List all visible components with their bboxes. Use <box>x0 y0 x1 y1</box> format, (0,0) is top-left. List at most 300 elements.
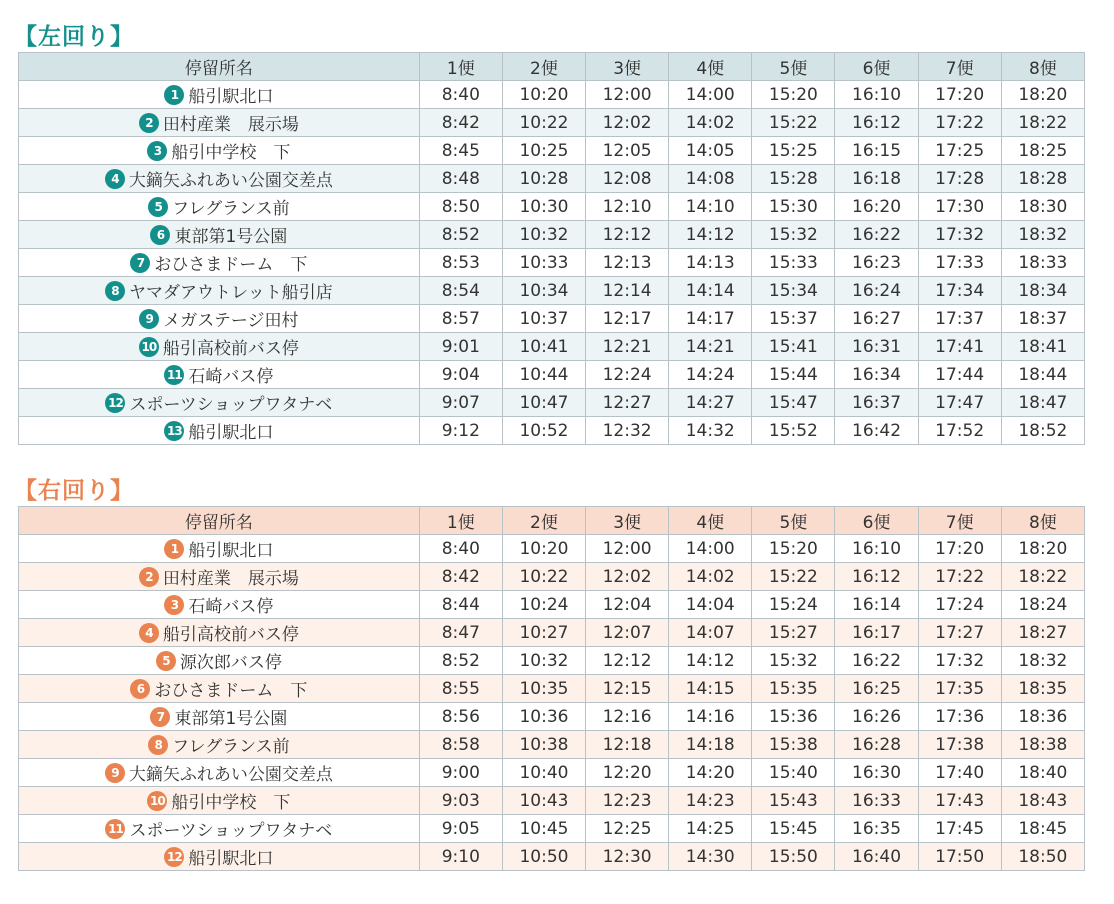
stop-number-badge: 2 <box>139 567 159 587</box>
header-trip-6: 6便 <box>835 53 918 81</box>
table-row <box>19 815 1085 843</box>
table-row <box>19 619 1085 647</box>
departure-time: 8:53 <box>419 249 502 277</box>
departure-time: 18:36 <box>1001 703 1084 731</box>
header-trip-4: 4便 <box>669 53 752 81</box>
departure-time: 12:18 <box>586 731 669 759</box>
stop-cell <box>19 137 420 165</box>
stop-cell <box>19 619 420 647</box>
stop-name: おひさまドーム 下 <box>154 681 308 701</box>
departure-time: 12:05 <box>586 137 669 165</box>
stop-cell <box>19 277 420 305</box>
stop-name: 田村産業 展示場 <box>162 569 299 589</box>
departure-time: 14:15 <box>669 675 752 703</box>
stop-name: 源次郎バス停 <box>179 653 282 673</box>
departure-time: 12:15 <box>586 675 669 703</box>
departure-time: 17:28 <box>918 165 1001 193</box>
stop-name: メガステージ田村 <box>163 311 299 331</box>
departure-time: 9:03 <box>419 787 502 815</box>
departure-time: 16:30 <box>835 759 918 787</box>
stop-name: ヤマダアウトレット船引店 <box>128 283 333 303</box>
departure-time: 10:41 <box>502 333 585 361</box>
departure-time: 17:27 <box>918 619 1001 647</box>
right-loop-title: 【右回り】 <box>14 478 134 504</box>
departure-time: 14:25 <box>669 815 752 843</box>
departure-time: 10:38 <box>502 731 585 759</box>
departure-time: 10:22 <box>502 109 585 137</box>
departure-time: 8:58 <box>419 731 502 759</box>
stop-name: 船引中学校 下 <box>171 793 291 813</box>
table-row <box>19 647 1085 675</box>
departure-time: 15:27 <box>752 619 835 647</box>
stop-name: 船引高校前バス停 <box>162 625 299 645</box>
stop-name: 石崎バス停 <box>188 367 274 387</box>
departure-time: 8:40 <box>419 535 502 563</box>
stop-number-badge: 13 <box>164 421 184 441</box>
departure-time: 9:04 <box>419 361 502 389</box>
departure-time: 10:40 <box>502 759 585 787</box>
stop-name: 大鏑矢ふれあい公園交差点 <box>128 171 333 191</box>
departure-time: 14:30 <box>669 843 752 871</box>
departure-time: 10:33 <box>502 249 585 277</box>
departure-time: 16:42 <box>835 417 918 445</box>
stop-cell <box>19 109 420 137</box>
header-trip-5: 5便 <box>752 507 835 535</box>
table-header-row <box>19 507 1085 535</box>
departure-time: 15:47 <box>752 389 835 417</box>
stop-number-badge: 6 <box>130 679 150 699</box>
header-trip-6: 6便 <box>835 507 918 535</box>
departure-time: 14:16 <box>669 703 752 731</box>
departure-time: 18:41 <box>1001 333 1084 361</box>
table-row <box>19 109 1085 137</box>
stop-cell <box>19 305 420 333</box>
left-loop-timetable <box>18 52 1085 445</box>
stop-name: 船引駅北口 <box>188 423 274 443</box>
departure-time: 16:28 <box>835 731 918 759</box>
table-row <box>19 591 1085 619</box>
stop-name: 石崎バス停 <box>188 597 274 617</box>
departure-time: 10:36 <box>502 703 585 731</box>
stop-number-badge: 3 <box>164 595 184 615</box>
departure-time: 15:32 <box>752 221 835 249</box>
departure-time: 18:33 <box>1001 249 1084 277</box>
departure-time: 17:47 <box>918 389 1001 417</box>
table-row <box>19 417 1085 445</box>
departure-time: 15:33 <box>752 249 835 277</box>
departure-time: 18:35 <box>1001 675 1084 703</box>
departure-time: 15:44 <box>752 361 835 389</box>
stop-cell <box>19 249 420 277</box>
departure-time: 18:22 <box>1001 563 1084 591</box>
header-trip-1: 1便 <box>419 53 502 81</box>
table-row <box>19 249 1085 277</box>
departure-time: 9:05 <box>419 815 502 843</box>
departure-time: 16:26 <box>835 703 918 731</box>
header-trip-3: 3便 <box>586 507 669 535</box>
departure-time: 8:52 <box>419 647 502 675</box>
departure-time: 16:17 <box>835 619 918 647</box>
departure-time: 15:30 <box>752 193 835 221</box>
departure-time: 12:32 <box>586 417 669 445</box>
table-row <box>19 675 1085 703</box>
table-row <box>19 193 1085 221</box>
departure-time: 14:12 <box>669 647 752 675</box>
stop-number-badge: 4 <box>105 169 125 189</box>
departure-time: 17:38 <box>918 731 1001 759</box>
departure-time: 12:20 <box>586 759 669 787</box>
departure-time: 8:45 <box>419 137 502 165</box>
departure-time: 17:40 <box>918 759 1001 787</box>
departure-time: 14:05 <box>669 137 752 165</box>
departure-time: 18:32 <box>1001 221 1084 249</box>
stop-cell <box>19 417 420 445</box>
departure-time: 10:50 <box>502 843 585 871</box>
departure-time: 17:35 <box>918 675 1001 703</box>
header-trip-5: 5便 <box>752 53 835 81</box>
departure-time: 18:22 <box>1001 109 1084 137</box>
departure-time: 17:32 <box>918 647 1001 675</box>
table-row <box>19 759 1085 787</box>
table-row <box>19 305 1085 333</box>
departure-time: 8:52 <box>419 221 502 249</box>
stop-name: フレグランス前 <box>172 199 290 219</box>
departure-time: 16:40 <box>835 843 918 871</box>
departure-time: 9:10 <box>419 843 502 871</box>
departure-time: 15:20 <box>752 535 835 563</box>
departure-time: 10:47 <box>502 389 585 417</box>
departure-time: 10:32 <box>502 221 585 249</box>
departure-time: 18:25 <box>1001 137 1084 165</box>
departure-time: 10:45 <box>502 815 585 843</box>
departure-time: 18:20 <box>1001 81 1084 109</box>
departure-time: 8:42 <box>419 109 502 137</box>
departure-time: 15:50 <box>752 843 835 871</box>
departure-time: 14:27 <box>669 389 752 417</box>
stop-name: 田村産業 展示場 <box>162 115 299 135</box>
departure-time: 16:24 <box>835 277 918 305</box>
departure-time: 8:56 <box>419 703 502 731</box>
departure-time: 16:27 <box>835 305 918 333</box>
departure-time: 8:47 <box>419 619 502 647</box>
departure-time: 8:54 <box>419 277 502 305</box>
stop-cell <box>19 535 420 563</box>
departure-time: 12:14 <box>586 277 669 305</box>
departure-time: 16:10 <box>835 81 918 109</box>
departure-time: 18:52 <box>1001 417 1084 445</box>
stop-name: スポーツショップワタナベ <box>129 821 333 841</box>
departure-time: 18:24 <box>1001 591 1084 619</box>
departure-time: 15:52 <box>752 417 835 445</box>
departure-time: 10:22 <box>502 563 585 591</box>
departure-time: 16:34 <box>835 361 918 389</box>
header-trip-4: 4便 <box>669 507 752 535</box>
stop-cell <box>19 563 420 591</box>
departure-time: 14:07 <box>669 619 752 647</box>
departure-time: 8:57 <box>419 305 502 333</box>
stop-cell <box>19 647 420 675</box>
stop-number-badge: 3 <box>147 141 167 161</box>
stop-name: 東部第1号公園 <box>174 709 288 729</box>
departure-time: 8:44 <box>419 591 502 619</box>
departure-time: 16:35 <box>835 815 918 843</box>
departure-time: 18:40 <box>1001 759 1084 787</box>
departure-time: 16:33 <box>835 787 918 815</box>
departure-time: 8:42 <box>419 563 502 591</box>
departure-time: 16:37 <box>835 389 918 417</box>
header-trip-2: 2便 <box>502 53 585 81</box>
departure-time: 15:34 <box>752 277 835 305</box>
table-row <box>19 361 1085 389</box>
stop-number-badge: 6 <box>150 225 170 245</box>
departure-time: 10:30 <box>502 193 585 221</box>
departure-time: 10:44 <box>502 361 585 389</box>
departure-time: 15:28 <box>752 165 835 193</box>
departure-time: 16:20 <box>835 193 918 221</box>
departure-time: 12:25 <box>586 815 669 843</box>
departure-time: 12:02 <box>586 563 669 591</box>
stop-number-badge: 1 <box>164 539 184 559</box>
departure-time: 15:22 <box>752 563 835 591</box>
departure-time: 14:23 <box>669 787 752 815</box>
departure-time: 17:41 <box>918 333 1001 361</box>
departure-time: 12:12 <box>586 647 669 675</box>
departure-time: 16:22 <box>835 647 918 675</box>
departure-time: 10:28 <box>502 165 585 193</box>
departure-time: 14:20 <box>669 759 752 787</box>
departure-time: 14:17 <box>669 305 752 333</box>
departure-time: 12:17 <box>586 305 669 333</box>
departure-time: 16:10 <box>835 535 918 563</box>
departure-time: 10:52 <box>502 417 585 445</box>
stop-cell <box>19 759 420 787</box>
stop-number-badge: 1 <box>164 85 184 105</box>
departure-time: 14:12 <box>669 221 752 249</box>
stop-number-badge: 10 <box>147 791 167 811</box>
departure-time: 10:24 <box>502 591 585 619</box>
departure-time: 9:01 <box>419 333 502 361</box>
stop-number-badge: 12 <box>164 847 184 867</box>
stop-cell <box>19 81 420 109</box>
stop-number-badge: 5 <box>148 197 168 217</box>
departure-time: 15:22 <box>752 109 835 137</box>
stop-number-badge: 9 <box>105 763 125 783</box>
departure-time: 18:38 <box>1001 731 1084 759</box>
header-trip-2: 2便 <box>502 507 585 535</box>
table-row <box>19 703 1085 731</box>
stop-name: スポーツショップワタナベ <box>129 395 333 415</box>
departure-time: 16:18 <box>835 165 918 193</box>
table-row <box>19 81 1085 109</box>
departure-time: 10:20 <box>502 535 585 563</box>
departure-time: 16:25 <box>835 675 918 703</box>
departure-time: 14:18 <box>669 731 752 759</box>
table-row <box>19 333 1085 361</box>
table-row <box>19 535 1085 563</box>
departure-time: 15:36 <box>752 703 835 731</box>
stop-cell <box>19 165 420 193</box>
departure-time: 18:32 <box>1001 647 1084 675</box>
departure-time: 17:22 <box>918 563 1001 591</box>
departure-time: 12:00 <box>586 81 669 109</box>
departure-time: 14:00 <box>669 81 752 109</box>
departure-time: 14:14 <box>669 277 752 305</box>
stop-cell <box>19 843 420 871</box>
stop-cell <box>19 731 420 759</box>
stop-cell <box>19 703 420 731</box>
departure-time: 16:22 <box>835 221 918 249</box>
departure-time: 16:15 <box>835 137 918 165</box>
departure-time: 16:12 <box>835 109 918 137</box>
table-row <box>19 277 1085 305</box>
departure-time: 10:25 <box>502 137 585 165</box>
departure-time: 17:33 <box>918 249 1001 277</box>
departure-time: 16:31 <box>835 333 918 361</box>
departure-time: 17:44 <box>918 361 1001 389</box>
departure-time: 8:55 <box>419 675 502 703</box>
stop-number-badge: 7 <box>130 253 150 273</box>
departure-time: 17:36 <box>918 703 1001 731</box>
departure-time: 12:08 <box>586 165 669 193</box>
departure-time: 12:30 <box>586 843 669 871</box>
table-row <box>19 787 1085 815</box>
departure-time: 18:50 <box>1001 843 1084 871</box>
departure-time: 15:24 <box>752 591 835 619</box>
departure-time: 15:25 <box>752 137 835 165</box>
stop-name: 大鏑矢ふれあい公園交差点 <box>128 765 333 785</box>
departure-time: 14:21 <box>669 333 752 361</box>
stop-cell <box>19 591 420 619</box>
departure-time: 15:35 <box>752 675 835 703</box>
departure-time: 9:00 <box>419 759 502 787</box>
departure-time: 10:20 <box>502 81 585 109</box>
departure-time: 14:08 <box>669 165 752 193</box>
departure-time: 18:20 <box>1001 535 1084 563</box>
departure-time: 14:13 <box>669 249 752 277</box>
table-row <box>19 165 1085 193</box>
departure-time: 15:20 <box>752 81 835 109</box>
stop-name: 船引高校前バス停 <box>162 339 299 359</box>
stop-number-badge: 4 <box>139 623 159 643</box>
departure-time: 10:35 <box>502 675 585 703</box>
departure-time: 17:43 <box>918 787 1001 815</box>
departure-time: 18:43 <box>1001 787 1084 815</box>
table-row <box>19 221 1085 249</box>
departure-time: 14:02 <box>669 563 752 591</box>
departure-time: 18:28 <box>1001 165 1084 193</box>
stop-name: 船引駅北口 <box>188 87 274 107</box>
departure-time: 8:40 <box>419 81 502 109</box>
header-trip-7: 7便 <box>918 507 1001 535</box>
departure-time: 17:32 <box>918 221 1001 249</box>
departure-time: 16:14 <box>835 591 918 619</box>
departure-time: 15:32 <box>752 647 835 675</box>
departure-time: 18:27 <box>1001 619 1084 647</box>
departure-time: 9:12 <box>419 417 502 445</box>
departure-time: 18:37 <box>1001 305 1084 333</box>
departure-time: 14:32 <box>669 417 752 445</box>
header-trip-1: 1便 <box>419 507 502 535</box>
departure-time: 8:50 <box>419 193 502 221</box>
stop-cell <box>19 333 420 361</box>
departure-time: 12:23 <box>586 787 669 815</box>
departure-time: 12:00 <box>586 535 669 563</box>
departure-time: 10:32 <box>502 647 585 675</box>
departure-time: 12:12 <box>586 221 669 249</box>
departure-time: 15:45 <box>752 815 835 843</box>
departure-time: 9:07 <box>419 389 502 417</box>
departure-time: 10:43 <box>502 787 585 815</box>
departure-time: 12:04 <box>586 591 669 619</box>
departure-time: 10:27 <box>502 619 585 647</box>
header-stop-name: 停留所名 <box>19 507 420 535</box>
departure-time: 12:21 <box>586 333 669 361</box>
departure-time: 8:48 <box>419 165 502 193</box>
stop-name: 船引駅北口 <box>188 849 274 869</box>
departure-time: 12:07 <box>586 619 669 647</box>
departure-time: 15:43 <box>752 787 835 815</box>
stop-number-badge: 5 <box>156 651 176 671</box>
departure-time: 18:44 <box>1001 361 1084 389</box>
stop-cell <box>19 361 420 389</box>
departure-time: 16:23 <box>835 249 918 277</box>
stop-cell <box>19 787 420 815</box>
stop-number-badge: 8 <box>105 281 125 301</box>
departure-time: 15:41 <box>752 333 835 361</box>
stop-cell <box>19 193 420 221</box>
departure-time: 15:37 <box>752 305 835 333</box>
stop-name: 船引中学校 下 <box>171 143 291 163</box>
stop-name: フレグランス前 <box>172 737 290 757</box>
table-row <box>19 731 1085 759</box>
departure-time: 10:37 <box>502 305 585 333</box>
right-loop-timetable <box>18 506 1085 871</box>
departure-time: 14:24 <box>669 361 752 389</box>
header-trip-3: 3便 <box>586 53 669 81</box>
stop-name: おひさまドーム 下 <box>154 255 308 275</box>
departure-time: 17:24 <box>918 591 1001 619</box>
departure-time: 17:50 <box>918 843 1001 871</box>
departure-time: 14:00 <box>669 535 752 563</box>
departure-time: 17:52 <box>918 417 1001 445</box>
departure-time: 12:13 <box>586 249 669 277</box>
stop-name: 船引駅北口 <box>188 541 274 561</box>
departure-time: 15:38 <box>752 731 835 759</box>
departure-time: 14:02 <box>669 109 752 137</box>
departure-time: 17:25 <box>918 137 1001 165</box>
stop-cell <box>19 389 420 417</box>
departure-time: 17:20 <box>918 535 1001 563</box>
stop-cell <box>19 815 420 843</box>
stop-name: 東部第1号公園 <box>174 227 288 247</box>
departure-time: 12:24 <box>586 361 669 389</box>
stop-number-badge: 10 <box>139 337 159 357</box>
departure-time: 17:34 <box>918 277 1001 305</box>
left-loop-title: 【左回り】 <box>14 24 134 50</box>
table-row <box>19 389 1085 417</box>
stop-cell <box>19 221 420 249</box>
departure-time: 18:30 <box>1001 193 1084 221</box>
departure-time: 17:45 <box>918 815 1001 843</box>
stop-cell <box>19 675 420 703</box>
departure-time: 18:45 <box>1001 815 1084 843</box>
header-trip-8: 8便 <box>1001 53 1084 81</box>
table-row <box>19 137 1085 165</box>
stop-number-badge: 11 <box>164 365 184 385</box>
departure-time: 10:34 <box>502 277 585 305</box>
stop-number-badge: 9 <box>139 309 159 329</box>
stop-number-badge: 7 <box>150 707 170 727</box>
